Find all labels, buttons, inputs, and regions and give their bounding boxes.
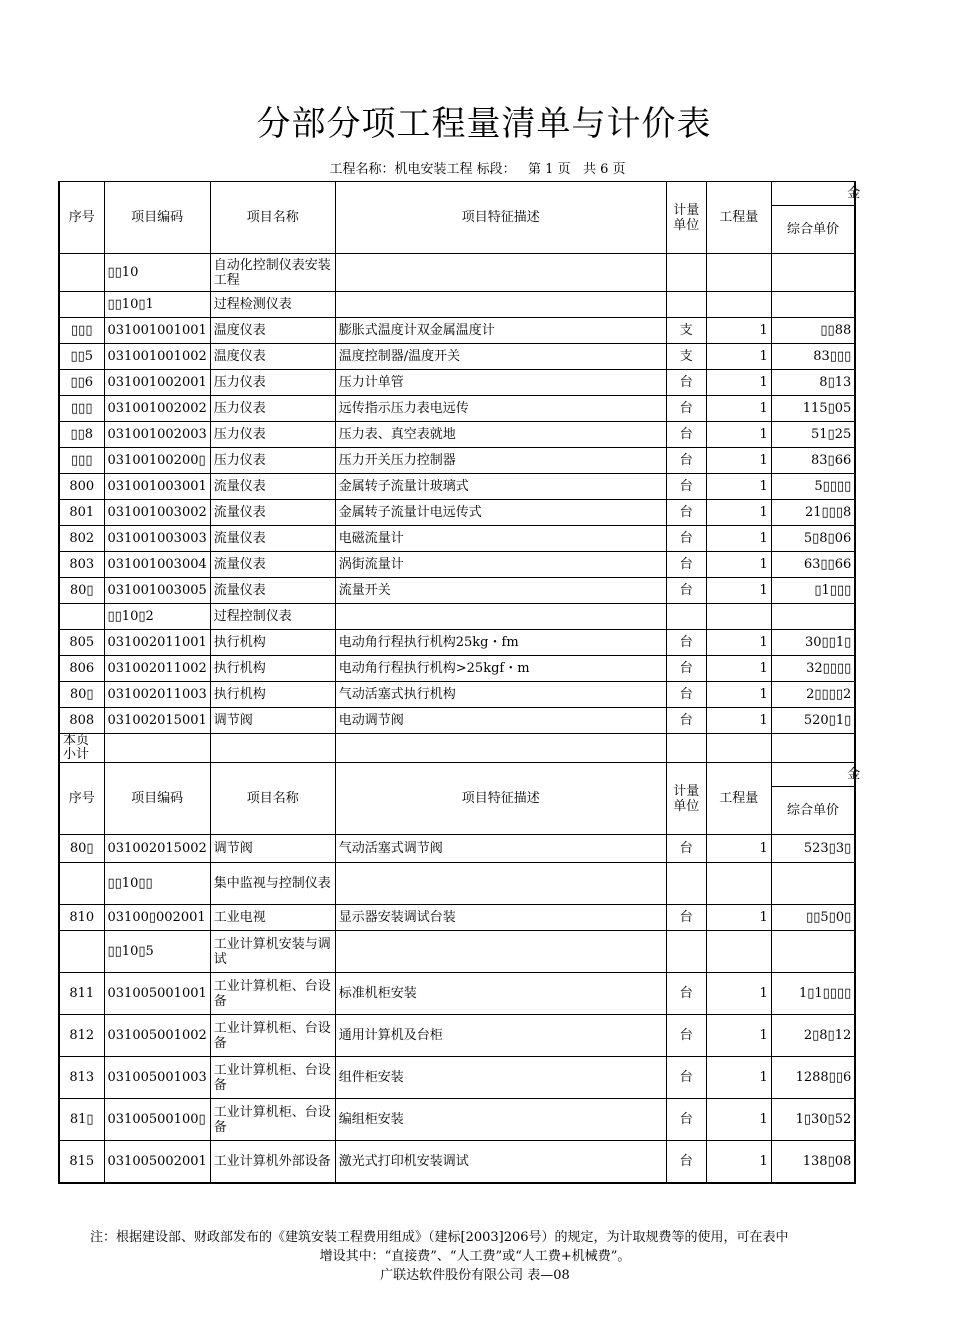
cell-qty: 1	[706, 500, 771, 526]
cell-code: 03100▯002001	[104, 905, 210, 931]
cell-seq: 810	[59, 905, 104, 931]
cell-code: 031001003003	[104, 526, 210, 552]
subtotal-price	[771, 734, 855, 763]
cell-desc: 激光式打印机安装调试	[335, 1141, 666, 1183]
cell-price: 8▯13	[771, 370, 855, 396]
header-price: 综合单价	[771, 206, 855, 254]
cell-seq: ▯▯▯	[59, 396, 104, 422]
table-row	[59, 835, 855, 863]
cell-name: 压力仪表	[210, 422, 335, 448]
cell-desc: 编组柜安装	[335, 1099, 666, 1141]
cell-desc: 膨胀式温度计双金属温度计	[335, 318, 666, 344]
cell-name: 过程控制仪表	[210, 604, 335, 630]
page-subtitle: 工程名称：机电安装工程 标段： 第 1 页 共 6 页	[329, 162, 626, 177]
cell-price: 1▯30▯52	[771, 1099, 855, 1141]
cell-desc: 远传指示压力表电远传	[335, 396, 666, 422]
cell-unit: 支	[666, 318, 706, 344]
cell-unit	[666, 292, 706, 318]
cell-seq: 813	[59, 1057, 104, 1099]
cell-seq: 800	[59, 474, 104, 500]
cell-seq	[59, 292, 104, 318]
cell-qty	[706, 863, 771, 905]
cell-name: 压力仪表	[210, 396, 335, 422]
table-row	[59, 344, 855, 370]
cell-code: 031001002003	[104, 422, 210, 448]
cell-code: ▯▯10▯2	[104, 604, 210, 630]
cell-desc: 金属转子流量计电远传式	[335, 500, 666, 526]
cell-price: ▯▯88	[771, 318, 855, 344]
cell-name: 工业计算机外部设备	[210, 1141, 335, 1183]
cell-price: 83▯▯▯	[771, 344, 855, 370]
cell-seq	[59, 604, 104, 630]
cell-desc: 通用计算机及台柜	[335, 1015, 666, 1057]
header-row	[59, 182, 855, 206]
cell-desc	[335, 863, 666, 905]
cell-unit: 台	[666, 500, 706, 526]
subtotal-empty	[666, 734, 706, 763]
page-title: 分部分项工程量清单与计价表	[256, 104, 712, 144]
bill-table	[58, 181, 861, 1184]
cell-unit: 台	[666, 835, 706, 863]
cell-seq: 803	[59, 552, 104, 578]
cell-seq: ▯▯5	[59, 344, 104, 370]
cell-desc: 温度控制器/温度开关	[335, 344, 666, 370]
cell-name: 调节阀	[210, 708, 335, 734]
table-row	[59, 552, 855, 578]
cell-code: 031001003002	[104, 500, 210, 526]
cell-seq: ▯▯▯	[59, 448, 104, 474]
cell-price: 5▯8▯06	[771, 526, 855, 552]
table-row	[59, 708, 855, 734]
header-amount	[771, 182, 861, 206]
cell-name: 工业计算机柜、台设备	[210, 1015, 335, 1057]
cell-code: 031005002001	[104, 1141, 210, 1183]
cell-seq: 80▯	[59, 682, 104, 708]
cell-desc: 压力开关压力控制器	[335, 448, 666, 474]
table-row	[59, 1141, 855, 1183]
cell-unit: 台	[666, 1141, 706, 1183]
cell-code: ▯▯10	[104, 254, 210, 292]
cell-desc	[335, 931, 666, 973]
cell-name: 执行机构	[210, 682, 335, 708]
cell-desc: 压力表、真空表就地	[335, 422, 666, 448]
cell-desc: 流量开关	[335, 578, 666, 604]
cell-price	[771, 604, 855, 630]
table-row	[59, 931, 855, 973]
table-row	[59, 370, 855, 396]
cell-code: 031002011002	[104, 656, 210, 682]
header-amount-label: 金	[847, 767, 861, 782]
cell-desc	[335, 604, 666, 630]
cell-desc	[335, 292, 666, 318]
cell-unit: 台	[666, 422, 706, 448]
cell-desc: 电磁流量计	[335, 526, 666, 552]
table-row	[59, 973, 855, 1015]
cell-seq: 806	[59, 656, 104, 682]
cell-price: 2▯▯▯▯2	[771, 682, 855, 708]
cell-name: 温度仪表	[210, 344, 335, 370]
subtotal-label: 本页小计	[59, 734, 104, 763]
cell-name: 工业电视	[210, 905, 335, 931]
header-amount	[771, 763, 861, 787]
footnote-line2: 增设其中：“直接费”、“人工费”或“人工费+机械费”。	[319, 1249, 631, 1264]
cell-seq: ▯▯6	[59, 370, 104, 396]
subtotal-empty	[104, 734, 210, 763]
cell-name: 压力仪表	[210, 370, 335, 396]
cell-unit: 台	[666, 973, 706, 1015]
cell-unit: 台	[666, 448, 706, 474]
cell-qty: 1	[706, 973, 771, 1015]
header-amount-label: 金	[847, 186, 861, 201]
cell-desc: 电动角行程执行机构25kg・fm	[335, 630, 666, 656]
cell-desc: 金属转子流量计玻璃式	[335, 474, 666, 500]
cell-name: 流量仪表	[210, 526, 335, 552]
header-unit: 计量单位	[666, 763, 706, 835]
cell-price: 523▯3▯	[771, 835, 855, 863]
cell-price: 63▯▯66	[771, 552, 855, 578]
cell-name: 执行机构	[210, 630, 335, 656]
cell-unit: 台	[666, 396, 706, 422]
cell-name: 调节阀	[210, 835, 335, 863]
cell-name: 工业计算机柜、台设备	[210, 973, 335, 1015]
cell-unit	[666, 254, 706, 292]
cell-desc: 电动角行程执行机构>25kgf・m	[335, 656, 666, 682]
table-row	[59, 318, 855, 344]
cell-unit: 台	[666, 1057, 706, 1099]
cell-price: 30▯▯1▯	[771, 630, 855, 656]
header-desc: 项目特征描述	[335, 182, 666, 254]
cell-code: 031001002001	[104, 370, 210, 396]
table-row	[59, 863, 855, 905]
cell-desc	[335, 254, 666, 292]
cell-qty: 1	[706, 630, 771, 656]
cell-code: 031005001001	[104, 973, 210, 1015]
cell-price: 1288▯▯6	[771, 1057, 855, 1099]
table-row	[59, 474, 855, 500]
table-row	[59, 604, 855, 630]
cell-seq: 811	[59, 973, 104, 1015]
cell-name: 温度仪表	[210, 318, 335, 344]
table-row	[59, 1015, 855, 1057]
cell-seq: 805	[59, 630, 104, 656]
cell-unit: 台	[666, 905, 706, 931]
cell-qty: 1	[706, 578, 771, 604]
cell-unit: 支	[666, 344, 706, 370]
header-seq: 序号	[59, 763, 104, 835]
cell-price: 21▯▯▯8	[771, 500, 855, 526]
cell-price: 520▯1▯	[771, 708, 855, 734]
cell-seq	[59, 863, 104, 905]
cell-unit	[666, 931, 706, 973]
cell-unit: 台	[666, 526, 706, 552]
cell-name: 工业计算机安装与调试	[210, 931, 335, 973]
header-row	[59, 763, 855, 787]
cell-price: 2▯8▯12	[771, 1015, 855, 1057]
cell-unit	[666, 863, 706, 905]
cell-seq: ▯▯8	[59, 422, 104, 448]
table-row	[59, 905, 855, 931]
table-row	[59, 396, 855, 422]
cell-code: 031001002002	[104, 396, 210, 422]
cell-price: 115▯05	[771, 396, 855, 422]
subtotal-empty	[706, 734, 771, 763]
cell-name: 工业计算机柜、台设备	[210, 1099, 335, 1141]
header-price: 综合单价	[771, 787, 855, 835]
cell-desc: 气动活塞式执行机构	[335, 682, 666, 708]
cell-price	[771, 292, 855, 318]
cell-seq: 815	[59, 1141, 104, 1183]
cell-code: ▯▯10▯5	[104, 931, 210, 973]
cell-qty	[706, 931, 771, 973]
cell-code: 03100500100▯	[104, 1099, 210, 1141]
cell-qty: 1	[706, 835, 771, 863]
table-row	[59, 1099, 855, 1141]
cell-unit: 台	[666, 682, 706, 708]
table-row	[59, 656, 855, 682]
table-row	[59, 448, 855, 474]
cell-code: 031001001002	[104, 344, 210, 370]
table-row	[59, 1057, 855, 1099]
cell-unit: 台	[666, 630, 706, 656]
header-code: 项目编码	[104, 763, 210, 835]
header-seq: 序号	[59, 182, 104, 254]
cell-unit: 台	[666, 656, 706, 682]
cell-seq: 80▯	[59, 578, 104, 604]
header-code: 项目编码	[104, 182, 210, 254]
header-qty: 工程量	[706, 763, 771, 835]
cell-code: 031002011003	[104, 682, 210, 708]
cell-desc: 气动活塞式调节阀	[335, 835, 666, 863]
cell-code: 031002015002	[104, 835, 210, 863]
cell-seq: 808	[59, 708, 104, 734]
header-qty: 工程量	[706, 182, 771, 254]
cell-name: 工业计算机柜、台设备	[210, 1057, 335, 1099]
subtotal-empty	[210, 734, 335, 763]
table-row	[59, 254, 855, 292]
cell-name: 自动化控制仪表安装工程	[210, 254, 335, 292]
cell-unit: 台	[666, 474, 706, 500]
cell-qty	[706, 292, 771, 318]
header-desc: 项目特征描述	[335, 763, 666, 835]
cell-seq: 801	[59, 500, 104, 526]
cell-code: 03100100200▯	[104, 448, 210, 474]
cell-unit: 台	[666, 578, 706, 604]
cell-price: 51▯25	[771, 422, 855, 448]
cell-qty: 1	[706, 448, 771, 474]
cell-code: 031001003005	[104, 578, 210, 604]
table-row	[59, 422, 855, 448]
cell-desc: 电动调节阀	[335, 708, 666, 734]
cell-code: 031001003004	[104, 552, 210, 578]
cell-seq: 812	[59, 1015, 104, 1057]
footnote-line3: 广联达软件股份有限公司 表—08	[380, 1268, 570, 1283]
cell-name: 流量仪表	[210, 500, 335, 526]
cell-unit: 台	[666, 1099, 706, 1141]
cell-qty: 1	[706, 318, 771, 344]
cell-qty: 1	[706, 552, 771, 578]
table-row	[59, 292, 855, 318]
cell-qty: 1	[706, 422, 771, 448]
cell-unit: 台	[666, 552, 706, 578]
header-name: 项目名称	[210, 763, 335, 835]
header-name: 项目名称	[210, 182, 335, 254]
table-row	[59, 578, 855, 604]
cell-qty	[706, 604, 771, 630]
cell-price: 32▯▯▯▯	[771, 656, 855, 682]
cell-code: 031002011001	[104, 630, 210, 656]
cell-desc: 组件柜安装	[335, 1057, 666, 1099]
cell-price: 5▯▯▯▯	[771, 474, 855, 500]
cell-price: 1▯1▯▯▯▯	[771, 973, 855, 1015]
cell-qty: 1	[706, 396, 771, 422]
cell-desc: 压力计单管	[335, 370, 666, 396]
cell-desc: 显示器安装调试台装	[335, 905, 666, 931]
cell-code: 031005001002	[104, 1015, 210, 1057]
cell-code: ▯▯10▯▯	[104, 863, 210, 905]
cell-name: 流量仪表	[210, 578, 335, 604]
cell-unit	[666, 604, 706, 630]
cell-name: 流量仪表	[210, 474, 335, 500]
cell-code: 031001001001	[104, 318, 210, 344]
cell-code: 031001003001	[104, 474, 210, 500]
cell-code: 031002015001	[104, 708, 210, 734]
table-row	[59, 526, 855, 552]
cell-price: ▯1▯▯▯	[771, 578, 855, 604]
cell-qty: 1	[706, 905, 771, 931]
cell-qty	[706, 254, 771, 292]
cell-qty: 1	[706, 474, 771, 500]
cell-desc: 标准机柜安装	[335, 973, 666, 1015]
cell-seq: 80▯	[59, 835, 104, 863]
cell-qty: 1	[706, 370, 771, 396]
cell-seq	[59, 931, 104, 973]
cell-qty: 1	[706, 1015, 771, 1057]
cell-qty: 1	[706, 1141, 771, 1183]
cell-seq: 802	[59, 526, 104, 552]
cell-qty: 1	[706, 1099, 771, 1141]
footnote-line1: 注：根据建设部、财政部发布的《建筑安装工程费用组成》（建标[2003]206号）的规定，为计取规费等的使用，可在表中	[90, 1230, 789, 1245]
cell-qty: 1	[706, 708, 771, 734]
cell-name: 集中监视与控制仪表	[210, 863, 335, 905]
cell-qty: 1	[706, 344, 771, 370]
cell-price: 138▯08	[771, 1141, 855, 1183]
cell-seq	[59, 254, 104, 292]
cell-code: 031005001003	[104, 1057, 210, 1099]
cell-name: 过程检测仪表	[210, 292, 335, 318]
cell-code: ▯▯10▯1	[104, 292, 210, 318]
header-unit: 计量单位	[666, 182, 706, 254]
cell-price	[771, 931, 855, 973]
cell-seq: 81▯	[59, 1099, 104, 1141]
table-row	[59, 500, 855, 526]
cell-qty: 1	[706, 656, 771, 682]
cell-unit: 台	[666, 708, 706, 734]
subtotal-row	[59, 734, 855, 763]
cell-price: 83▯66	[771, 448, 855, 474]
cell-qty: 1	[706, 1057, 771, 1099]
cell-qty: 1	[706, 682, 771, 708]
table-row	[59, 630, 855, 656]
cell-desc: 涡街流量计	[335, 552, 666, 578]
cell-qty: 1	[706, 526, 771, 552]
cell-unit: 台	[666, 1015, 706, 1057]
cell-name: 压力仪表	[210, 448, 335, 474]
subtotal-empty	[335, 734, 666, 763]
cell-name: 执行机构	[210, 656, 335, 682]
table-row	[59, 682, 855, 708]
cell-name: 流量仪表	[210, 552, 335, 578]
cell-price	[771, 863, 855, 905]
cell-price: ▯▯5▯0▯	[771, 905, 855, 931]
cell-price	[771, 254, 855, 292]
cell-seq: ▯▯▯	[59, 318, 104, 344]
cell-unit: 台	[666, 370, 706, 396]
